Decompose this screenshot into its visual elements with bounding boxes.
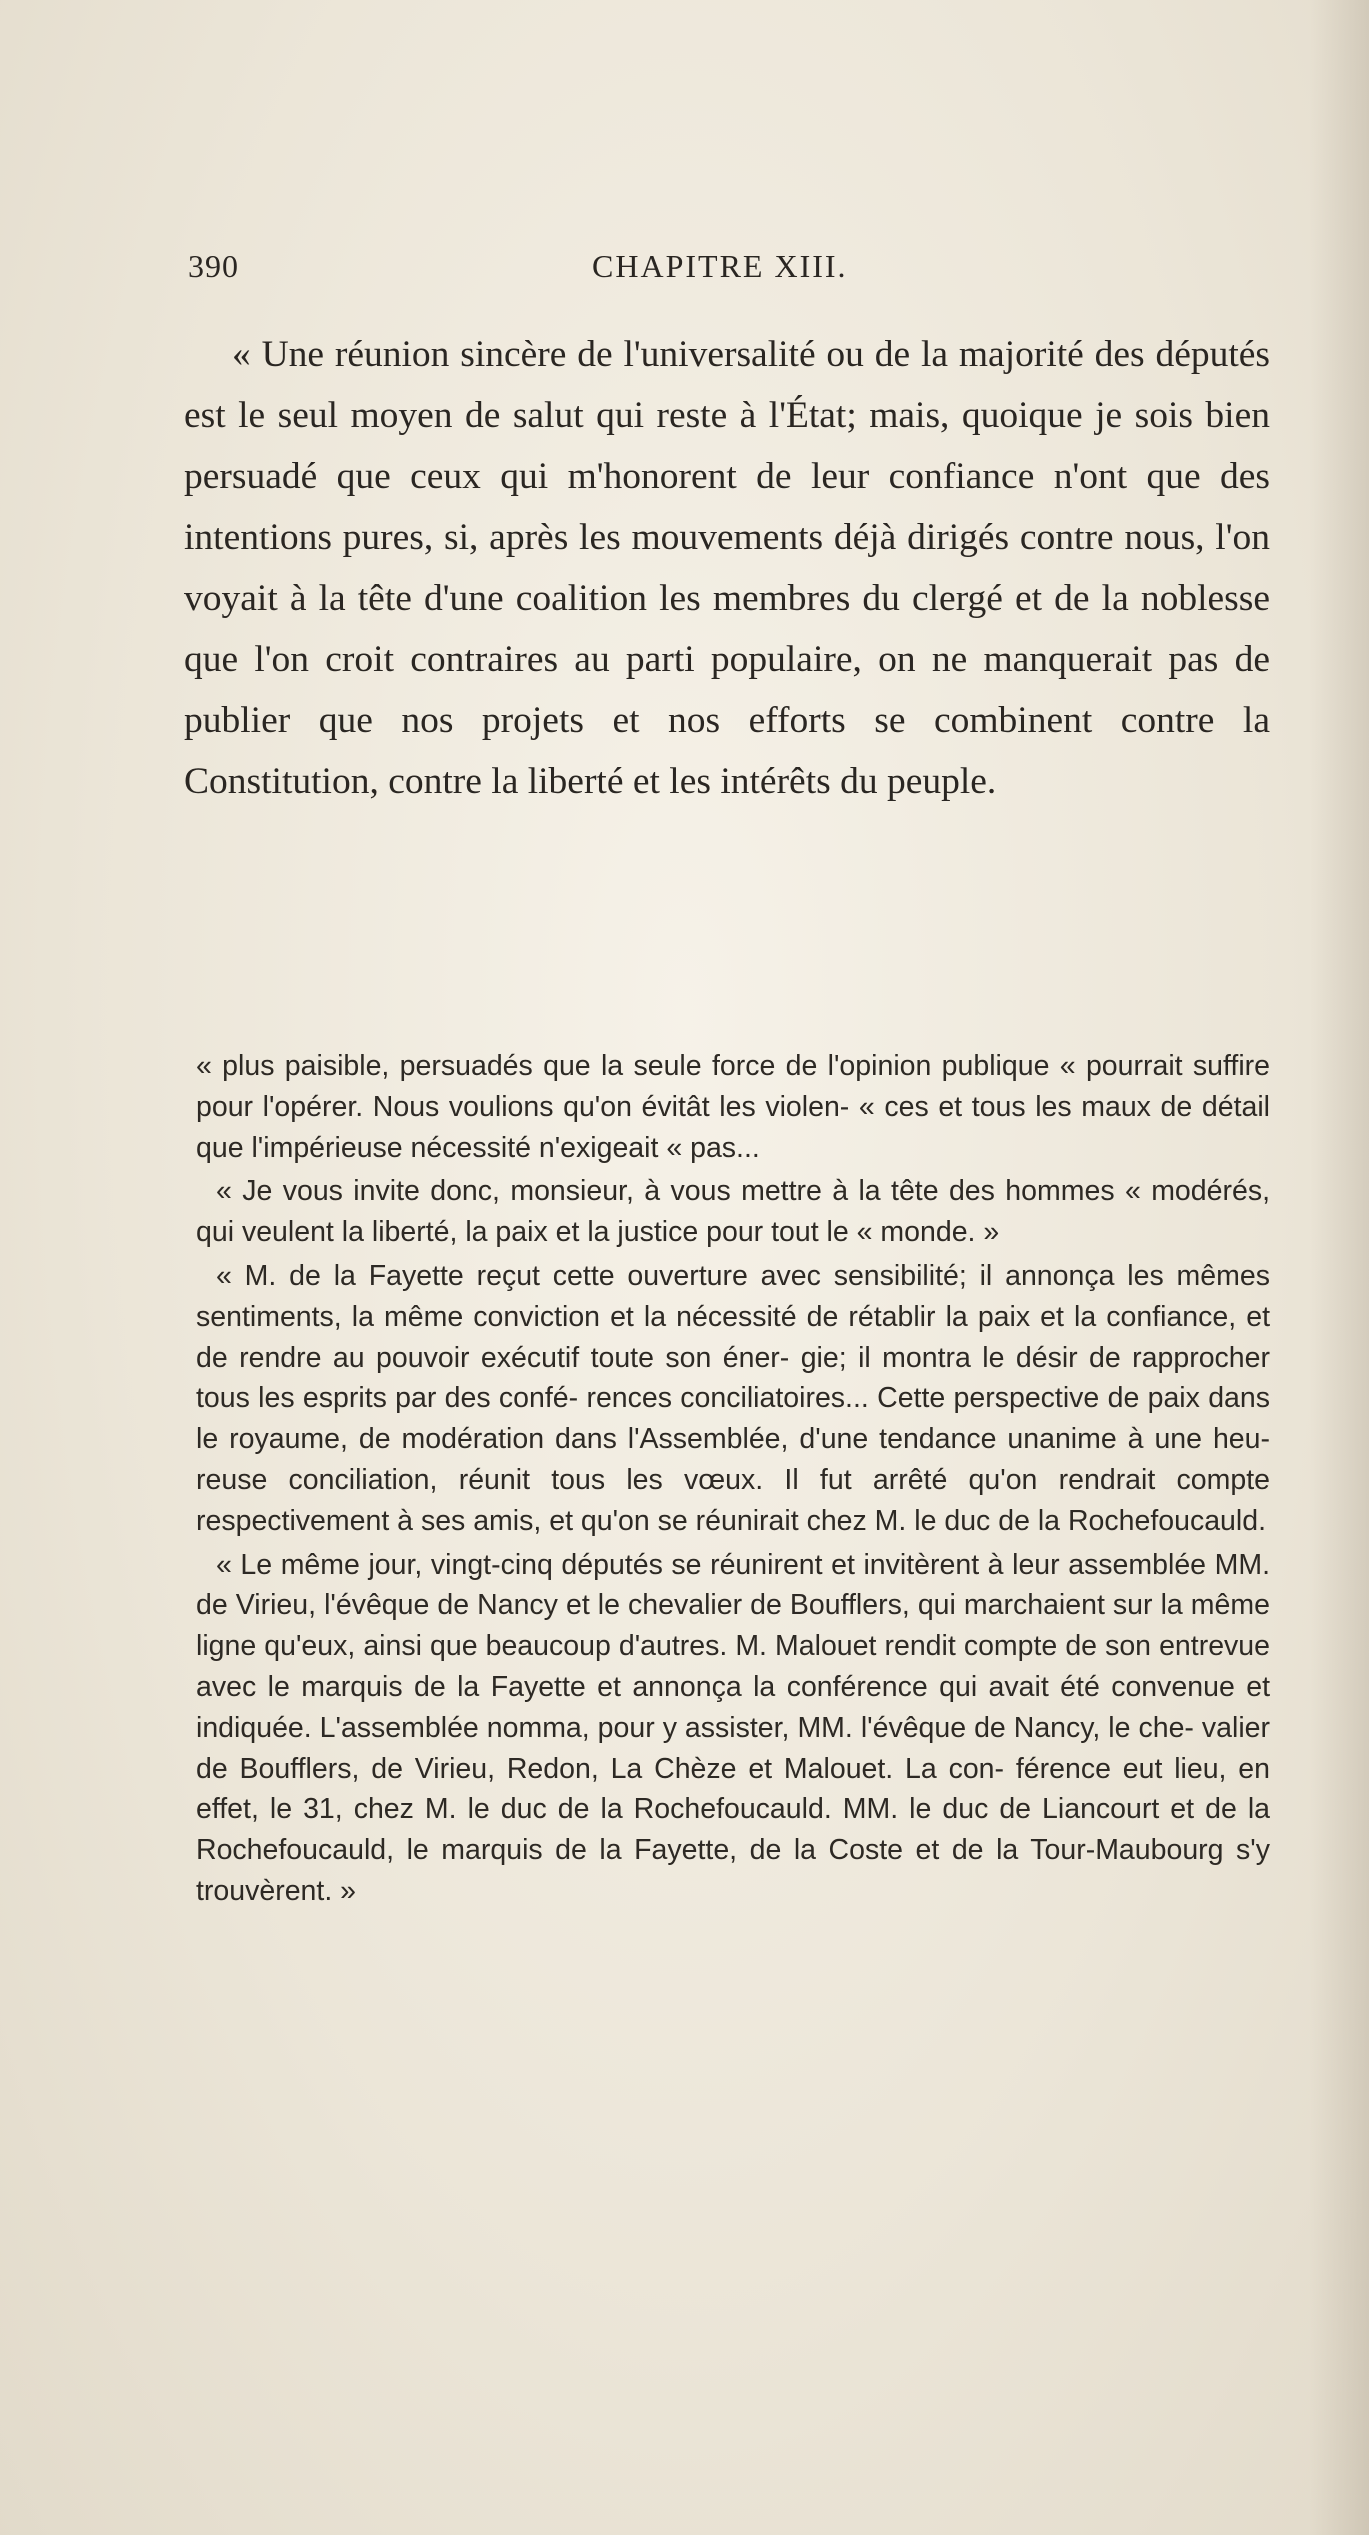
running-head: CHAPITRE XIII. [592, 248, 848, 284]
note-paragraph-4: « Le même jour, vingt-cinq députés se réunirent et invitèrent à leur assemblée MM. de Virieu, l'évêque de Nancy et le chevalier de Boufflers, qui marchaient sur la même ligne qu'eux, ainsi que beaucoup d'autres. M. Malouet rendit compte de son entrevue avec le marquis de la Fayette et annonça la conférence qui avait été convenue et indiquée. L'assemblée nomma, pour y assister, MM. l'évêque de Nancy, le che- valier de Boufflers, de Virieu, Redon, La Chèze et Malouet. La con- férence eut lieu, en effet, le 31, chez M. le duc de la Rochefoucauld. MM. le duc de Liancourt et de la Rochefoucauld, le marquis de la Fayette, de la Coste et de la Tour-Maubourg s'y trouvèrent. » [196, 1548, 1270, 1907]
note-paragraph-1: « plus paisible, persuadés que la seule force de l'opinion publique « pourrait suffire pour l'opérer. Nous voulions qu'on évitât les violen- « ces et tous les maux de détail que l'impérieuse nécessité n'exigeait « pas... [196, 1050, 1270, 1164]
main-quote [184, 324, 1270, 812]
main-paragraph: « Une réunion sincère de l'universalité ou de la majorité des députés est le seul moyen de salut qui reste à l'État; mais, quoique je sois bien persuadé que ceux qui m'honorent de leur confiance n'ont que des intentions pures, si, après les mouvements déjà dirigés contre nous, l'on voyait à la tête d'une coalition les membres du clergé et de la noblesse que l'on croit contraires au parti populaire, on ne manquerait pas de publier que nos projets et nos efforts se combinent contre la Constitution, contre la liberté et les intérêts du peuple. [184, 334, 1270, 802]
note-paragraph-3: « M. de la Fayette reçut cette ouverture avec sensibilité; il annonça les mêmes sentiments, la même conviction et la nécessité de rétablir la paix et la confiance, et de rendre au pouvoir exécutif toute son éner- gie; il montra le désir de rapprocher tous les esprits par des confé- rences conciliatoires... Cette perspective de paix dans le royaume, de modération dans l'Assemblée, d'une tendance unanime à une heu- reuse conciliation, réunit tous les vœux. Il fut arrêté qu'on rendrait compte respectivement à ses amis, et qu'on se réunirait chez M. le duc de la Rochefoucauld. [196, 1259, 1270, 1537]
footnote-block [196, 1046, 1270, 1912]
page-header [188, 248, 1253, 298]
page-edge-shadow [1309, 0, 1369, 2535]
page-number: 390 [188, 248, 239, 284]
note-paragraph-2: « Je vous invite donc, monsieur, à vous mettre à la tête des hommes « modérés, qui veulent la liberté, la paix et la justice pour tout le « monde. » [196, 1175, 1270, 1249]
